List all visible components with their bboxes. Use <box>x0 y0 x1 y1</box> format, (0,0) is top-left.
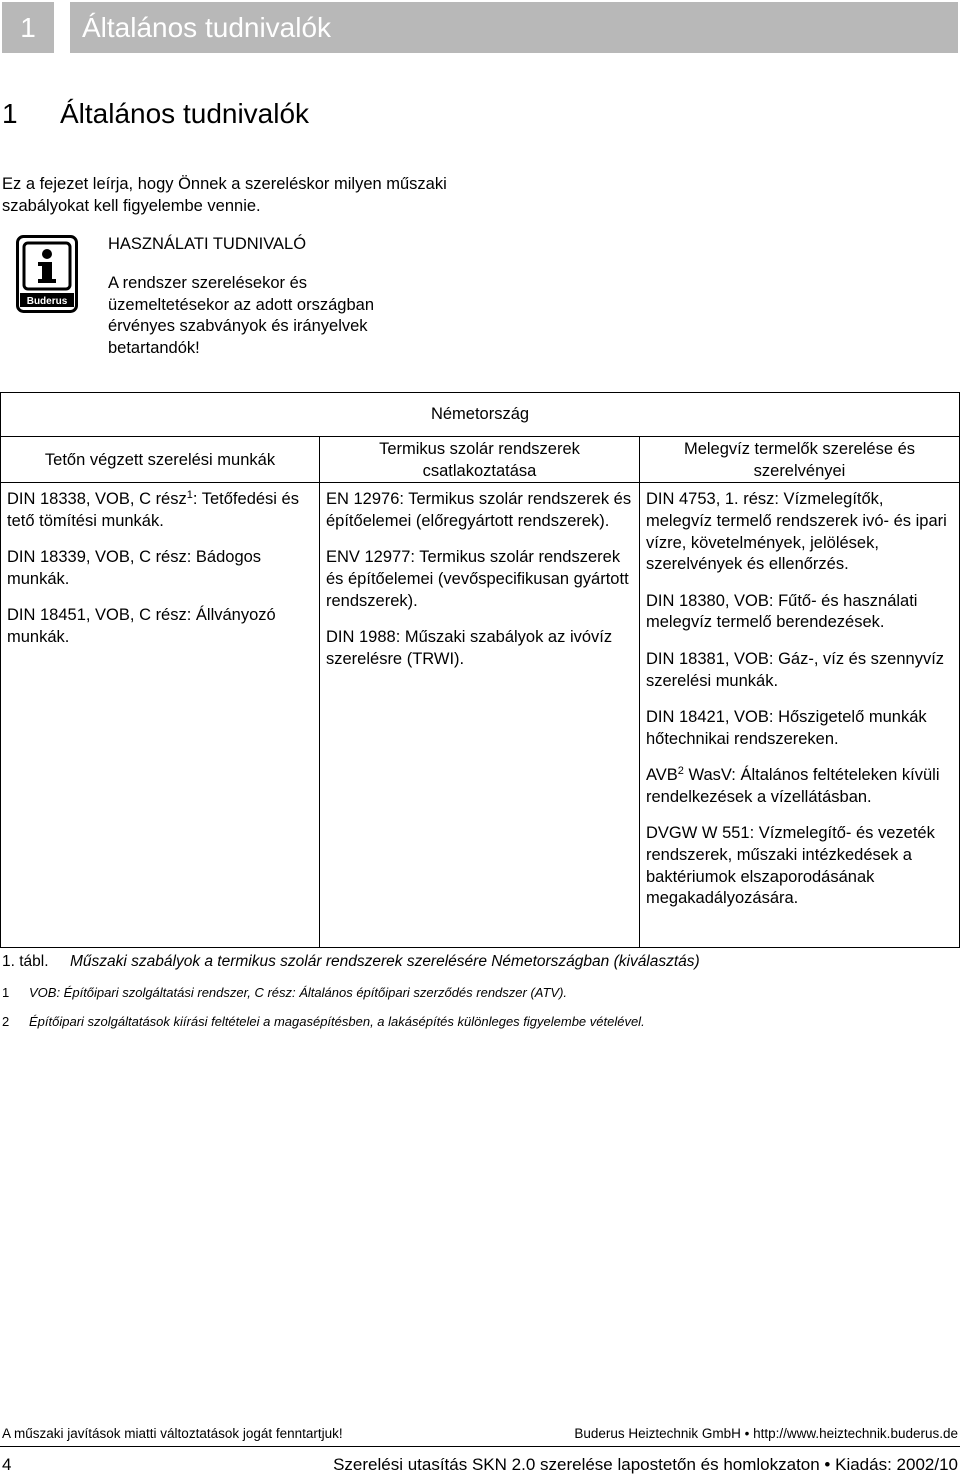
footer-company: Buderus Heiztechnik GmbH • http://www.heiztechnik.buderus.de <box>574 1426 958 1441</box>
table-entry: DIN 18339, VOB, C rész: Bádogos munkák. <box>7 548 262 588</box>
table-column-roof <box>1 437 320 947</box>
section-number: 1 <box>2 98 18 129</box>
table-entry: DIN 18381, VOB: Gáz-, víz és szennyvíz szerelési munkák. <box>646 649 945 690</box>
table-entry: DVGW W 551: Vízmelegítő- és vezeték rendszerek, műszaki intézkedések a baktériumok elszaporodásának megakadályozására. <box>646 824 935 908</box>
intro-paragraph: Ez a fejezet leírja, hogy Önnek a szereléskor milyen műszaki szabályokat kell figyelembe vennie. <box>2 175 447 215</box>
chapter-number-tab: 1 <box>2 2 54 53</box>
table-entry: ENV 12977: Termikus szolár rendszerek és építőelemei (vevőspecifikusan gyártott rendszerek). <box>326 548 629 610</box>
table-entry: EN 12976: Termikus szolár rendszerek és építőelemei (előregyártott rendszerek). <box>326 490 632 530</box>
column-header: Tetőn végzett szerelési munkák <box>1 437 319 483</box>
footnote <box>2 985 567 1000</box>
table-caption <box>2 953 700 971</box>
standards-table <box>0 392 960 948</box>
footer-divider <box>0 1446 960 1447</box>
column-header: Termikus szolár rendszerek csatlakoztatása <box>320 437 639 483</box>
page-number: 4 <box>2 1455 12 1474</box>
footnote-number: 2 <box>2 1014 10 1029</box>
footnote <box>2 1014 645 1029</box>
caption-text: Műszaki szabályok a termikus szolár rendszerek szerelésére Németországban (kiválasztás) <box>70 953 700 970</box>
footnote-text: Építőipari szolgáltatások kiírási feltételei a magasépítésben, a lakásépítés különleges figyelembe vételével. <box>29 1014 645 1029</box>
table-column-hot-water <box>640 437 959 947</box>
footer-disclaimer: A műszaki javítások miatti változtatások jogát fenntartjuk! <box>2 1426 343 1441</box>
column-header: Melegvíz termelők szerelése és szerelvényei <box>640 437 959 483</box>
footnote-number: 1 <box>2 985 10 1000</box>
table-entry: AVB$^2$ WasV: Általános feltételeken kívüli rendelkezések a vízellátásban. <box>646 764 940 806</box>
table-entry: DIN 18421, VOB: Hőszigetelő munkák hőtechnikai rendszereken. <box>646 707 927 748</box>
footnote-ref: 1 <box>186 489 193 501</box>
note-text: A rendszer szerelésekor és üzemeltetésekor az adott országban érvényes szabványok és irányelvek betartandók! <box>108 274 374 357</box>
footnote-ref: 2 <box>677 764 684 777</box>
table-entry: DIN 18338, VOB, C rész$^1$: Tetőfedési és tető tömítési munkák. <box>7 489 299 530</box>
table-entry: DIN 18451, VOB, C rész: Állványozó munkák. <box>7 606 276 646</box>
brand-text: Buderus <box>26 296 68 307</box>
table-country-header: Németország <box>1 393 959 437</box>
document-info: Szerelési utasítás SKN 2.0 szerelése lapostetőn és homlokzaton • Kiadás: 2002/10 <box>333 1455 958 1474</box>
table-entry: DIN 18380, VOB: Fűtő- és használati melegvíz termelő berendezések. <box>646 591 918 632</box>
caption-label: 1. tábl. <box>2 953 49 970</box>
table-entry: DIN 1988: Műszaki szabályok az ivóvíz szerelésre (TRWI). <box>326 627 613 668</box>
section-title: Általános tudnivalók <box>60 98 310 129</box>
note-title: HASZNÁLATI TUDNIVALÓ <box>108 235 307 253</box>
table-entry: DIN 4753, 1. rész: Vízmelegítők, melegvíz termelő rendszerek ivó- és ipari vízre, követelmények, jelölések, szerelvények és ellenőrzés. <box>646 490 947 574</box>
info-icon <box>16 235 78 313</box>
chapter-title-bar: Általános tudnivalók <box>70 2 958 53</box>
table-column-solar <box>320 437 640 947</box>
footnote-text: VOB: Építőipari szolgáltatási rendszer, C rész: Általános építőipari szerződés rendszer (ATV). <box>29 985 568 1000</box>
section-heading <box>2 98 309 130</box>
